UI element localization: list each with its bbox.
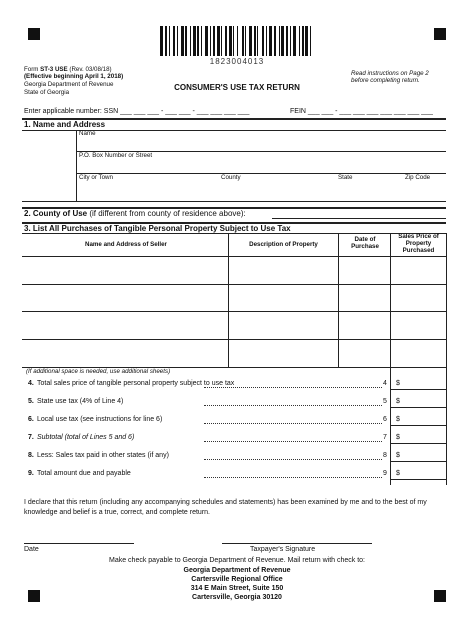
registration-mark-bottom-right <box>434 590 446 602</box>
barcode-bar <box>245 26 246 56</box>
date-label: Date <box>24 546 39 553</box>
barcode-bar <box>305 26 308 56</box>
tax-line-amount-rule <box>390 389 446 390</box>
tax-line-currency: $ <box>396 398 400 405</box>
tax-line-leader <box>204 423 382 424</box>
tax-line-number: 5. <box>28 398 34 405</box>
tax-line <box>24 395 446 407</box>
tax-line-amount-rule <box>390 407 446 408</box>
section-3-heading: 3. List All Purchases of Tangible Personal Property Subject to Use Tax <box>24 224 291 233</box>
tax-line-reference: 7 <box>383 434 387 441</box>
po-box-rule <box>76 173 446 174</box>
barcode-bar <box>205 26 208 56</box>
tax-line-leader <box>204 477 382 478</box>
department-name: Georgia Department of Revenue <box>24 81 114 88</box>
column-header-price-line-2: Property <box>405 240 432 247</box>
barcode-bar <box>210 26 211 56</box>
fein-field[interactable]: ___ ___ - ___ ___ ___ ___ ___ ___ ___ <box>307 108 433 115</box>
city-label: City or Town <box>79 174 113 181</box>
po-box-label: P.O. Box Number or Street <box>79 152 153 159</box>
tax-line-reference: 5 <box>383 398 387 405</box>
registration-mark-top-right <box>434 28 446 40</box>
tax-line-currency: $ <box>396 452 400 459</box>
barcode-bar <box>193 26 196 56</box>
tax-line <box>24 431 446 443</box>
tax-line-currency: $ <box>396 470 400 477</box>
tax-line <box>24 377 446 389</box>
tax-line-number: 9. <box>28 470 34 477</box>
signature-rule <box>222 543 372 544</box>
tax-line-amount-rule <box>390 461 446 462</box>
mailing-instruction: Make check payable to Georgia Department of Revenue. Mail return with check to: <box>108 557 366 564</box>
barcode-number: 1823004013 <box>209 57 265 66</box>
section-3-heading-rule <box>22 233 446 234</box>
table-right-rule <box>446 233 447 485</box>
tax-line-text: Total sales price of tangible personal property subject to use tax <box>37 380 235 387</box>
section-2-heading: 2. County of Use <box>24 209 88 218</box>
tax-line-reference: 9 <box>383 470 387 477</box>
tax-line-currency: $ <box>396 380 400 387</box>
barcode-bar <box>299 26 300 56</box>
barcode-bar <box>177 26 178 56</box>
tax-line-leader <box>204 459 382 460</box>
tax-line-reference: 8 <box>383 452 387 459</box>
registration-mark-bottom-left <box>28 590 40 602</box>
ssn-row <box>24 107 249 116</box>
state-label: State <box>338 174 353 181</box>
mailing-address-line-2: Cartersville Regional Office <box>191 576 283 583</box>
column-header-seller: Name and Address of Seller <box>85 241 167 248</box>
po-box-field[interactable] <box>77 160 446 172</box>
tax-line-leader <box>204 387 382 388</box>
tax-line-currency: $ <box>396 416 400 423</box>
barcode-bar <box>213 26 215 56</box>
effective-date: (Effective beginning April 1, 2018) <box>24 73 124 80</box>
barcode-bar <box>217 26 220 56</box>
county-of-use-rule <box>272 218 446 219</box>
tax-line-amount-rule <box>390 479 446 480</box>
form-title: CONSUMER'S USE TAX RETURN <box>174 83 300 92</box>
barcode-bar <box>249 26 252 56</box>
tax-line-leader <box>204 405 382 406</box>
name-label: Name <box>79 130 96 137</box>
barcode-bar <box>286 26 288 56</box>
city-field[interactable] <box>77 182 217 198</box>
tax-line-text: Total amount due and payable <box>37 470 131 477</box>
state-field[interactable] <box>336 182 400 198</box>
registration-mark-top-left <box>28 28 40 40</box>
ssn-field[interactable]: ___ ___ ___ - ___ ___ - ___ ___ ___ ___ <box>120 108 250 115</box>
date-rule <box>24 543 134 544</box>
form-id: ST-3 USE <box>40 66 68 73</box>
form-id-prefix: Form <box>24 66 41 73</box>
barcode-bar <box>225 26 227 56</box>
name-field[interactable] <box>77 138 446 150</box>
section-1-heading: 1. Name and Address <box>24 120 106 129</box>
barcode-bar <box>274 26 276 56</box>
section-2-note: (if different from county of residence above): <box>87 209 246 218</box>
zip-field[interactable] <box>403 182 446 198</box>
declaration-line-1: I declare that this return (including any accompanying schedules and statements) has been examined by me and to the best of my <box>24 499 427 506</box>
tax-line-text: Less: Sales tax paid in other states (if any) <box>37 452 169 459</box>
table-row[interactable] <box>22 257 446 284</box>
tax-line-number: 8. <box>28 452 34 459</box>
tax-line-reference: 6 <box>383 416 387 423</box>
table-row[interactable] <box>22 339 446 367</box>
zip-label: Zip Code <box>405 174 431 181</box>
tax-line-number: 7. <box>28 434 34 441</box>
additional-sheets-note: (If additional space is needed, use additional sheets) <box>26 368 171 375</box>
barcode-bar <box>257 26 258 56</box>
table-row-rule-1 <box>22 284 446 285</box>
declaration-line-2: knowledge and belief is a true, correct, and complete return. <box>24 509 210 516</box>
table-row-rule-3 <box>22 339 446 340</box>
tax-line-number: 4. <box>28 380 34 387</box>
tax-line <box>24 467 446 479</box>
form-revision: (Rev. 03/08/18) <box>69 66 112 73</box>
section-2-row <box>24 209 246 219</box>
tax-line-amount-field[interactable] <box>404 377 445 389</box>
column-header-date-line-2: Purchase <box>351 243 379 250</box>
section-1-bottom-rule <box>22 201 446 202</box>
instructions-line-2: before completing return. <box>351 77 420 84</box>
tax-line-amount-field[interactable] <box>404 449 445 461</box>
column-header-date-line-1: Date of <box>354 236 376 243</box>
barcode-bar <box>281 26 284 56</box>
fein-label: FEIN <box>290 108 306 115</box>
purchases-table-body <box>22 257 446 367</box>
mailing-address-line-1: Georgia Department of Revenue <box>183 567 291 574</box>
barcode-bar <box>173 26 175 56</box>
date-field[interactable] <box>24 530 134 542</box>
barcode-bar <box>293 26 296 56</box>
tax-line-currency: $ <box>396 434 400 441</box>
tax-line-amount-field[interactable] <box>404 467 445 479</box>
barcode-bar <box>233 26 234 56</box>
tax-line-text: Local use tax (see instructions for line 6) <box>37 416 163 423</box>
barcode-bar <box>221 26 222 56</box>
barcode-bar <box>165 26 167 56</box>
county-label: County <box>221 174 241 181</box>
table-row[interactable] <box>22 284 446 311</box>
column-header-price-line-3: Purchased <box>402 247 435 254</box>
barcode-bar <box>290 26 291 56</box>
barcode-bar <box>185 26 187 56</box>
barcode-bar <box>254 26 256 56</box>
column-header-price-line-1: Sales Price of <box>398 233 439 240</box>
barcode-bar <box>237 26 238 56</box>
barcode-bar <box>266 26 267 56</box>
barcode-bar <box>279 26 280 56</box>
tax-line-amount-field[interactable] <box>404 413 445 425</box>
ssn-label: Enter applicable number: SSN <box>24 108 119 115</box>
signature-label: Taxpayer's Signature <box>250 546 316 553</box>
tax-line-number: 6. <box>28 416 34 423</box>
tax-line-amount-rule <box>390 443 446 444</box>
barcode-bar <box>242 26 244 56</box>
tax-line-amount-rule <box>390 425 446 426</box>
table-row-rule-2 <box>22 311 446 312</box>
barcode <box>158 26 316 56</box>
tax-line-amount-field[interactable] <box>404 431 445 443</box>
fein-row <box>290 107 433 116</box>
barcode-bar <box>262 26 264 56</box>
barcode-bar <box>269 26 272 56</box>
tax-line-reference: 4 <box>383 380 387 387</box>
signature-field[interactable] <box>222 530 372 542</box>
tax-line <box>24 449 446 461</box>
barcode-bar <box>190 26 191 56</box>
barcode-bar <box>310 26 311 56</box>
county-field[interactable] <box>219 182 333 198</box>
instructions-line-1: Read instructions on Page 2 <box>351 70 429 77</box>
barcode-bar <box>201 26 202 56</box>
column-header-description: Description of Property <box>249 241 318 248</box>
state-name: State of Georgia <box>24 89 70 96</box>
mailing-address-line-3: 314 E Main Street, Suite 150 <box>190 585 284 592</box>
mailing-address-line-4: Cartersville, Georgia 30120 <box>192 594 282 601</box>
barcode-bar <box>197 26 199 56</box>
barcode-bar <box>160 26 163 56</box>
tax-line-amount-field[interactable] <box>404 395 445 407</box>
barcode-bar <box>181 26 184 56</box>
tax-line-text: State use tax (4% of Line 4) <box>37 398 124 405</box>
tax-line-leader <box>204 441 382 442</box>
barcode-bar <box>169 26 170 56</box>
barcode-bar <box>302 26 304 56</box>
tax-line-text: Subtotal (total of Lines 5 and 6) <box>37 434 135 441</box>
tax-line <box>24 413 446 425</box>
table-row[interactable] <box>22 311 446 339</box>
barcode-bar <box>229 26 232 56</box>
